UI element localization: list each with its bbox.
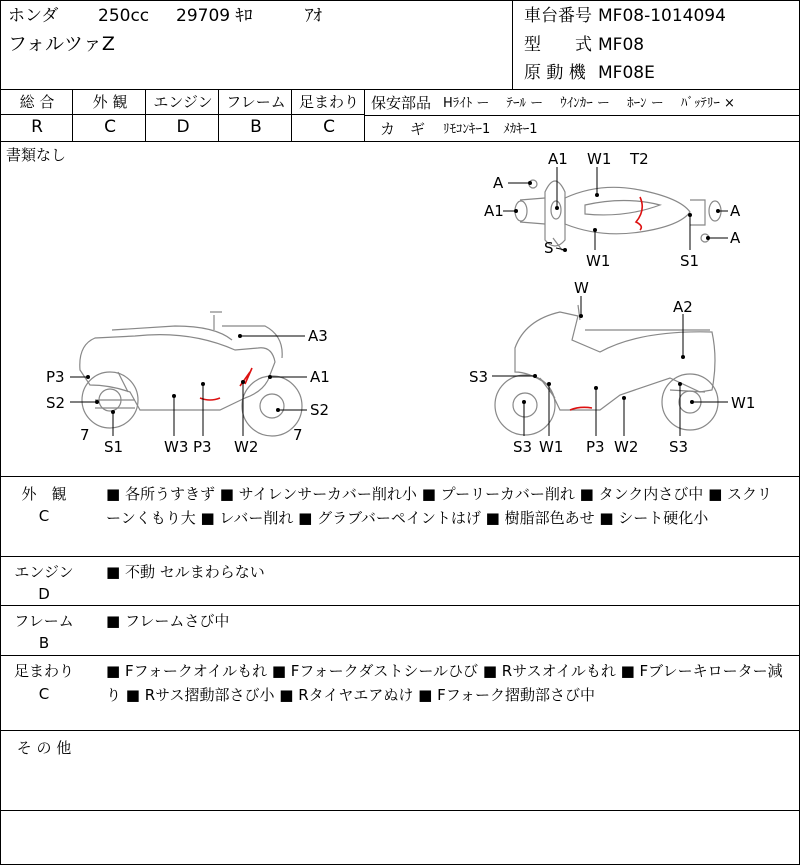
diag-left-7: W3 <box>164 438 189 456</box>
color: ｱｵ <box>305 6 322 26</box>
section-suspension-text: ■ Fフォークオイルもれ ■ Fフォークダストシールひび ■ Rサスオイルもれ ■ Fブレーキローター減り ■ Rサス摺動部さび小 ■ Rタイヤエアぬけ ■ Fフォーク摺動部さび中 <box>106 662 783 704</box>
diag-left-8: P3 <box>193 438 212 456</box>
diag-left-6: S1 <box>104 438 124 456</box>
section-exterior-label: 外 観 <box>21 485 67 503</box>
diag-left-9: W2 <box>234 438 259 456</box>
type-label: 型 式 <box>524 35 592 55</box>
safety-parts-label: 保安部品 <box>371 94 432 112</box>
diag-top-2: T2 <box>630 150 649 168</box>
diag-right-0: W <box>574 279 589 297</box>
frame-no-label: 車台番号 <box>524 6 592 26</box>
safety-parts-items: Hﾗｲﾄ ー ﾃｰﾙ ー ｳｲﾝｶｰ ー ﾎｰﾝ ー ﾊﾞｯﾃﾘｰ × <box>443 96 735 111</box>
diag-right-1: A2 <box>673 298 693 316</box>
type-value: MF08 <box>598 35 645 55</box>
diag-top-0: A1 <box>548 150 568 168</box>
diag-top-4: A1 <box>484 202 504 220</box>
diag-right-4: S3 <box>513 438 533 456</box>
section-engine-label: エンジン <box>14 563 74 581</box>
diag-top-1: W1 <box>587 150 612 168</box>
diag-top-7: S1 <box>680 252 700 270</box>
section-frame-grade: B <box>38 634 50 652</box>
section-other-label: そ の 他 <box>16 739 72 757</box>
diag-right-8: S3 <box>669 438 689 456</box>
diag-left-4: S2 <box>310 401 330 419</box>
key-items: ﾘﾓｺﾝｷｰ1 ﾒｶｷｰ1 <box>443 122 538 137</box>
maker: ホンダ <box>8 6 59 26</box>
diag-top-8: A <box>730 202 741 220</box>
mileage: 29709 ｷﾛ <box>176 6 253 26</box>
section-engine-grade: D <box>38 585 50 603</box>
diag-right-5: W1 <box>539 438 564 456</box>
section-suspension-grade: C <box>38 685 50 703</box>
section-exterior-grade: C <box>38 507 50 525</box>
diag-top-5: S <box>544 239 554 257</box>
diag-top-9: A <box>730 229 741 247</box>
grade-exterior-label: 外 観 <box>92 93 128 111</box>
engine-label: 原 動 機 <box>524 63 586 83</box>
grade-overall-label: 総 合 <box>19 93 55 111</box>
section-engine-text: ■ 不動 セルまわらない <box>106 563 265 581</box>
grade-engine-value: D <box>176 117 190 137</box>
grade-frame-value: B <box>250 117 262 137</box>
key-label: カ ギ <box>380 120 426 138</box>
diag-right-2: S3 <box>469 368 489 386</box>
frame-no: MF08-1014094 <box>598 6 726 26</box>
diag-left-2: A1 <box>310 368 330 386</box>
diag-right-7: W2 <box>614 438 639 456</box>
model-name: フォルツァZ <box>8 33 115 55</box>
grade-exterior-value: C <box>104 117 116 137</box>
diag-left-10: 7 <box>293 426 303 444</box>
diag-left-3: S2 <box>46 394 66 412</box>
scooter-right-view <box>495 305 718 435</box>
diag-left-1: P3 <box>46 368 65 386</box>
section-frame-text: ■ フレームさび中 <box>106 612 230 630</box>
engine-value: MF08E <box>598 63 655 83</box>
grade-overall-value: R <box>31 117 43 137</box>
grade-suspension-label: 足まわり <box>298 93 359 111</box>
diag-top-3: A <box>493 174 504 192</box>
grade-frame-label: フレーム <box>226 93 286 111</box>
diag-right-6: P3 <box>586 438 605 456</box>
grade-engine-label: エンジン <box>153 93 213 111</box>
damage-diagram <box>0 142 800 476</box>
section-frame-label: フレーム <box>14 612 74 630</box>
diag-left-0: A3 <box>308 327 328 345</box>
displacement: 250cc <box>98 6 150 26</box>
section-suspension-label: 足まわり <box>13 662 74 680</box>
diag-top-6: W1 <box>586 252 611 270</box>
grade-suspension-value: C <box>323 117 335 137</box>
documents-note: 書類なし <box>6 146 67 164</box>
damage-mark-top <box>636 197 642 230</box>
diag-left-5: 7 <box>80 426 90 444</box>
section-exterior-text: ■ 各所うすきず ■ サイレンサーカバー削れ小 ■ プーリーカバー削れ ■ タンク内さび中 ■ スクリーンくもり大 ■ レバー削れ ■ グラブバーペイントはげ ■ 樹脂部色あせ ■ シート硬化小 <box>106 485 773 527</box>
diag-right-3: W1 <box>731 394 756 412</box>
